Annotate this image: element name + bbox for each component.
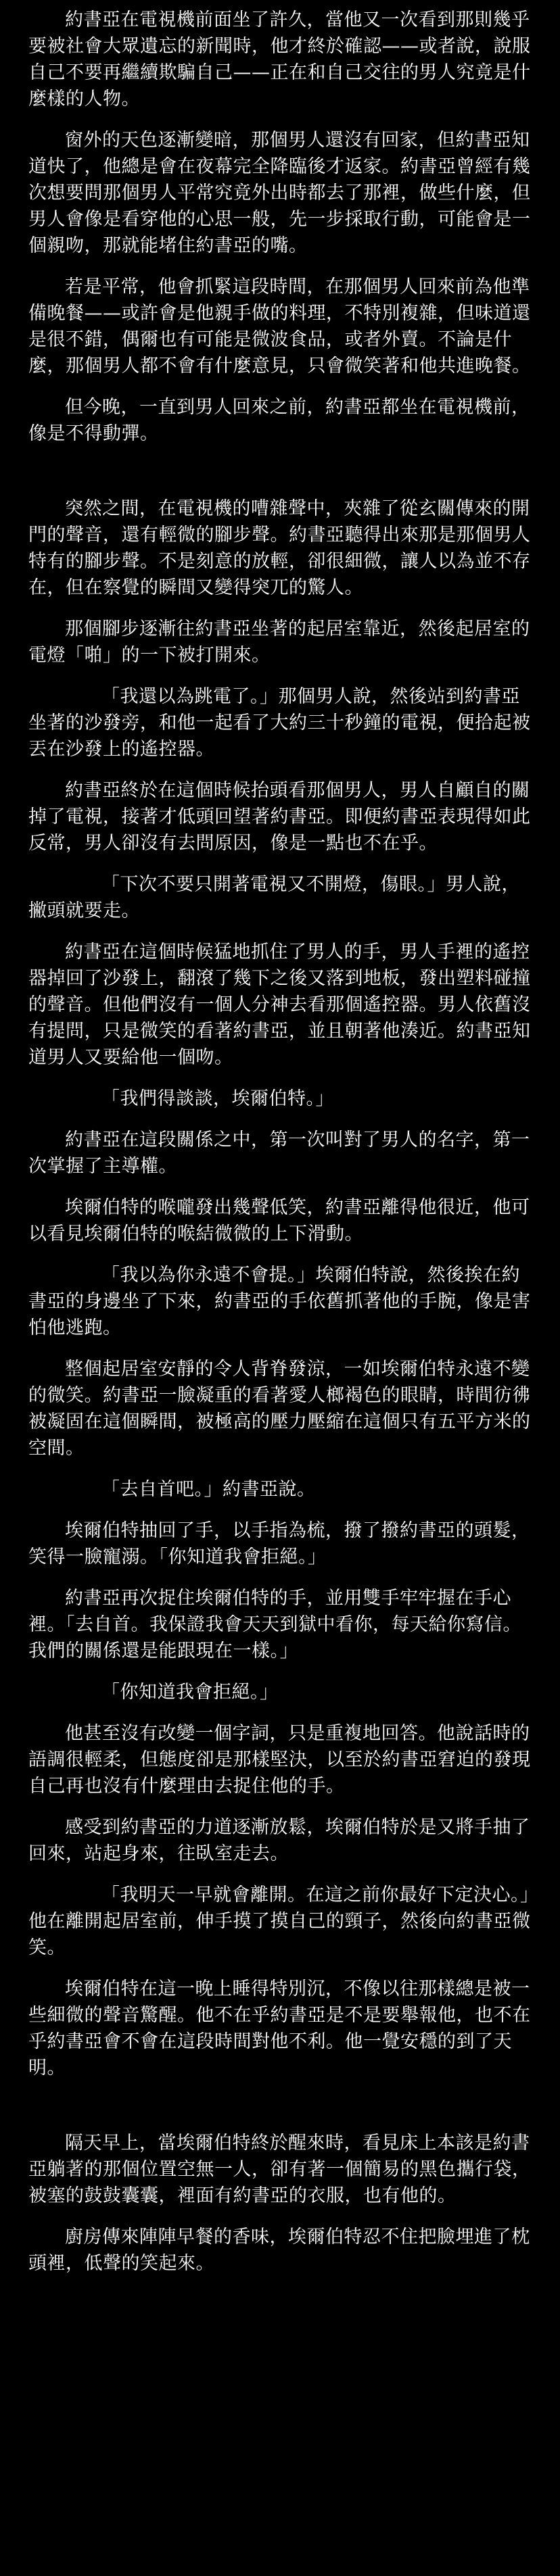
story-paragraph: 感受到約書亞的力道逐漸放鬆，埃爾伯特於是又將手抽了回來，站起身來，往臥室走去。 bbox=[28, 1817, 530, 1864]
story-paragraph: 約書亞終於在這個時候抬頭看那個男人，男人自顧自的關掉了電視，接著才低頭回望著約書亞。即便約書亞表現得如此反常，男人卻沒有去問原因，像是一點也不在乎。 bbox=[28, 780, 531, 854]
story-paragraph: 若是平常，他會抓緊這段時間，在那個男人回來前為他準備晚餐——或許會是他親手做的料理，不特別複雜，但味道還是很不錯，偶爾也有可能是微波食品，或者外賣。不論是什麼，那個男人都不會有什麼意見，只會微笑著和他共進晚餐。 bbox=[28, 276, 531, 376]
story-paragraph: 約書亞在電視機前面坐了許久，當他又一次看到那則幾乎要被社會大眾遺忘的新聞時，他才終於確認——或者說，說服自己不要再繼續欺騙自己——正在和自己交往的男人究竟是什麼樣的人物。 bbox=[28, 9, 531, 110]
dialogue-paragraph: 「你知道我會拒絕。」 bbox=[101, 1682, 279, 1703]
story-paragraph: 那個腳步逐漸往約書亞坐著的起居室靠近，然後起居室的電燈「啪」的一下被打開來。 bbox=[28, 618, 530, 666]
story-paragraph: 約書亞在這個時候猛地抓住了男人的手，男人手裡的遙控器掉回了沙發上，翻滾了幾下之後又落到地板，發出塑料碰撞的聲音。但他們沒有一個人分神去看那個遙控器。男人依舊沒有提問，只是微笑的看著約書亞，並且朝著他湊近。約書亞知道男人又要給他一個吻。 bbox=[28, 942, 531, 1068]
story-paragraph: 但今晚，一直到男人回來之前，約書亞都坐在電視機前，像是不得動彈。 bbox=[28, 397, 530, 444]
story-paragraph: 突然之間，在電視機的嘈雜聲中，夾雜了從玄關傳來的開門的聲音，還有輕微的腳步聲。約書亞聽得出來那是那個男人特有的腳步聲。不是刻意的放輕，卻很細微，讓人以為並不存在，但在察覺的瞬間又變得突兀的驚人。 bbox=[28, 498, 531, 598]
story-paragraph: 埃爾伯特抽回了手，以手指為梳，撥了撥約書亞的頭髮，笑得一臉寵溺。「你知道我會拒絕。」 bbox=[28, 1520, 530, 1568]
dialogue-paragraph: 「我明天一早就會離開。在這之前你最好下定決心。」他在離開起居室前，伸手摸了摸自己的頸子，然後向約書亞微笑。 bbox=[28, 1885, 531, 1958]
dialogue-paragraph: 「下次不要只開著電視又不開燈，傷眼。」男人說，撇頭就要走。 bbox=[28, 874, 520, 921]
dialogue-paragraph: 「我以為你永遠不會提。」埃爾伯特說，然後挨在約書亞的身邊坐了下來，約書亞的手依舊抓著他的手腕，像是害怕他逃跑。 bbox=[28, 1265, 531, 1338]
story-paragraph: 約書亞在這段關係之中，第一次叫對了男人的名字，第一次掌握了主導權。 bbox=[28, 1129, 530, 1177]
story-paragraph: 隔天早上，當埃爾伯特終於醒來時，看見床上本該是約書亞躺著的那個位置空無一人，卻有著一個簡易的黑色攜行袋，被塞的鼓鼓囊囊，裡面有約書亞的衣服，也有他的。 bbox=[28, 2133, 531, 2206]
story-paragraph: 埃爾伯特的喉嚨發出幾聲低笑，約書亞離得他很近，他可以看見埃爾伯特的喉結微微的上下滑動。 bbox=[28, 1197, 530, 1244]
story-paragraph: 約書亞再次捉住埃爾伯特的手，並用雙手牢牢握在手心裡。「去自首。我保證我會天天到獄中看你，每天給你寫信。我們的關係還是能跟現在一樣。」 bbox=[28, 1588, 521, 1661]
dialogue-paragraph: 「去自首吧。」約書亞說。 bbox=[101, 1479, 316, 1500]
scene-break bbox=[28, 462, 532, 495]
story-paragraph: 埃爾伯特在這一晚上睡得特別沉，不像以往那樣總是被一些細微的聲音驚醒。他不在乎約書亞是不是要舉報他，也不在乎約書亞會不會在這段時間對他不利。他一覺安穩的到了天明。 bbox=[28, 1978, 531, 2079]
scene-break bbox=[28, 2096, 532, 2130]
story-paragraph: 廚房傳來陣陣早餐的香味，埃爾伯特忍不住把臉埋進了枕頭裡，低聲的笑起來。 bbox=[28, 2227, 530, 2274]
story-paragraph: 整個起居室安靜的令人背脊發涼，一如埃爾伯特永遠不變的微笑。約書亞一臉凝重的看著愛人榔褐色的眼睛，時間彷彿被凝固在這個瞬間，被極高的壓力壓縮在這個只有五平方米的空間。 bbox=[28, 1359, 531, 1459]
dialogue-paragraph: 「我還以為跳電了。」那個男人說，然後站到約書亞坐著的沙發旁，和他一起看了大約三十秒鐘的電視，便拾起被丟在沙發上的遙控器。 bbox=[28, 686, 531, 760]
story-paragraph: 窗外的天色逐漸變暗，那個男人還沒有回家，但約書亞知道快了，他總是會在夜幕完全降臨後才返家。約書亞曾經有幾次想要問那個男人平常究竟外出時都去了那裡，做些什麼，但男人會像是看穿他的心思一般，先一步採取行動，可能會是一個親吻，那就能堵住約書亞的嘴。 bbox=[28, 130, 531, 256]
dialogue-paragraph: 「我們得談談，埃爾伯特。」 bbox=[101, 1088, 334, 1109]
story-paragraph: 他甚至沒有改變一個字詞，只是重複地回答。他說話時的語調很輕柔，但態度卻是那樣堅決，以至於約書亞窘迫的發現自己再也沒有什麼理由去捉住他的手。 bbox=[28, 1723, 531, 1797]
